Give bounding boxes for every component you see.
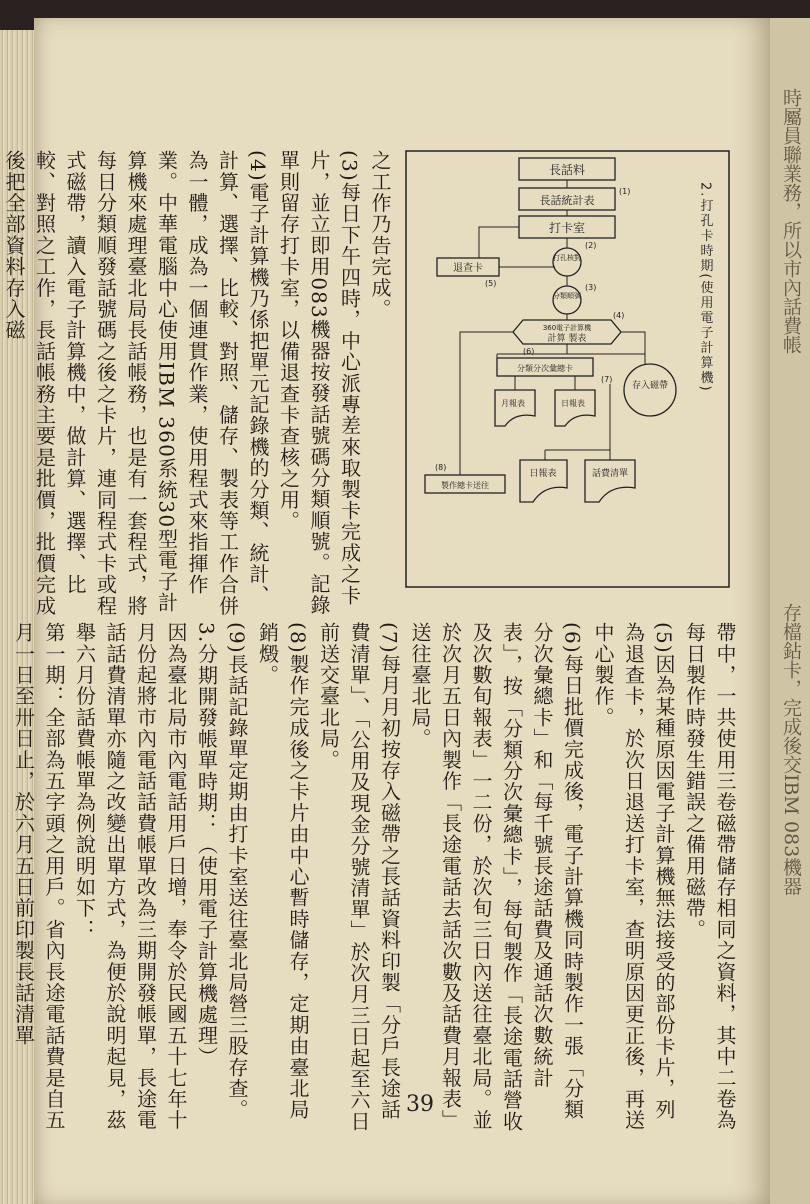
paragraph: 帶中，一共使用三卷磁帶儲存相同之資料，其中二卷為每日製作時發生錯誤之備用磁帶。 [682, 622, 737, 1131]
node-daily-small-label: 日報表 [561, 399, 585, 408]
step-number: (6) [523, 347, 535, 356]
paragraph: 之工作乃告完成。 [368, 150, 392, 320]
node-monthly-label: 月報表 [501, 399, 525, 408]
next-page-text-fragment: 時屬員聯業務，所以市內話費帳 [780, 88, 802, 354]
node-check-b-label: 分類順號 [553, 292, 581, 300]
node-computer-label-2: 計算 製表 [547, 334, 587, 344]
section-heading: 3.分期開發帳單時期：（使用電子計算機處理） [194, 622, 219, 1068]
next-page-text-fragment: 存檔鉆卡，完成後交IBM 083機器 [780, 603, 802, 896]
paragraph: (7)每月月初按存入磁帶之長話資料印製「分戶長途話費清單」、「公用及現金分號清單」於次月三日起至六日前送交臺北局。 [316, 622, 402, 1132]
paragraph: (9)長話記錄單定期由打卡室送往臺北局營三股存查。 [225, 622, 249, 1121]
upper-text-block [2, 150, 395, 620]
node-tape-label: 存入磁帶 [631, 381, 669, 391]
node-computer-label-1: 360電子計算機 [542, 324, 592, 332]
step-number: (5) [485, 279, 497, 288]
paragraph: (8)製作完成後之卡片由中心暫時儲存，定期由臺北局銷燬。 [255, 622, 310, 1121]
node-check-b [553, 286, 581, 314]
node-punch-room-label: 打卡室 [548, 221, 586, 235]
step-number: (7) [601, 375, 613, 384]
step-number: (2) [585, 241, 597, 250]
step-number: (1) [619, 187, 631, 196]
paragraph: (6)每日批價完成後，電子計算機同時製作一張「分類分次彙總卡」和「每千號長途話費及通話次數統計表」，按「分類分次彙總卡」，每旬製作「長途電話營收及次數旬報表」一二份，於次旬三日內送往臺北局。並於次月五日內製作「長途電話去話次數及話費月報表」送往臺北局。 [408, 622, 585, 1132]
paragraph: (5)因為某種原因電子計算機無法接受的部份卡片，列為退查卡，於次日退送打卡室，查明原因更正後，再送中心製作。 [591, 622, 676, 1131]
lower-text-block [11, 622, 740, 1132]
node-daily-label: 日報表 [529, 469, 557, 479]
step-number: (4) [613, 311, 625, 320]
paragraph: 因為臺北局市內電話用戶日增，奉令於民國五十七年十月份起將市內電話話費帳單改為三期開發帳單，長途電話話費清單亦隨之改變出單方式，為便於說明起見，茲舉六月份話費帳單為例說明如下： [72, 622, 188, 1131]
paragraph: (3)每日下午四時，中心派專差來取製卡完成之卡片，並立即用083機器按發話號碼分類順號。記錄單則留存打卡室，以備退查卡查核之用。 [276, 150, 362, 616]
node-daily-small [555, 390, 595, 426]
node-long-summary-label: 長話統計表 [539, 194, 595, 207]
node-reject-label: 退查卡 [453, 263, 483, 274]
node-bill-list [585, 460, 635, 502]
next-page-edge [770, 18, 810, 1204]
node-long-record-label: 長話料 [548, 163, 586, 177]
node-summary-card-label: 分類分次彙總卡 [517, 364, 573, 373]
node-monthly [495, 390, 535, 426]
flowchart-figure [405, 150, 730, 590]
flowchart-svg [405, 150, 730, 590]
paragraph: 第一期：全部為五字頭之用戶。省內長途電話費是自五月一日至卅日止，於六月五日前印製長話清單 [11, 622, 66, 1131]
diagram-title: 2.打孔卡時期(使用電子計算機) [697, 182, 713, 393]
node-bill-list-label: 話費清單 [591, 469, 629, 479]
node-check-a-label: 打孔核對 [553, 254, 581, 262]
node-daily [520, 460, 567, 502]
paragraph: (4)電子計算機乃係把單元記錄機的分類、統計、計算、選擇、比較、對照、儲存、製表等工作合併為一體，成為一個連貫作業，使用程式來指揮作業。中華電腦中心使用IBM 360系統30型電子計算機來處理臺北局長話帳務，也是有一套程式，將每日分類順發話號碼之後之卡片，連同程式卡或程式磁帶，讀入電子計算機中，做計算、選擇、比較、對照之工作，長話帳務主要是批價，批價完成後把全部資料存入磁 [2, 150, 270, 617]
step-number: (3) [585, 283, 597, 292]
page-number: 39 [406, 1092, 434, 1117]
node-check-a [553, 248, 581, 276]
step-number: (8) [435, 463, 447, 472]
node-make-card-label: 製作總卡送往 [441, 481, 489, 490]
